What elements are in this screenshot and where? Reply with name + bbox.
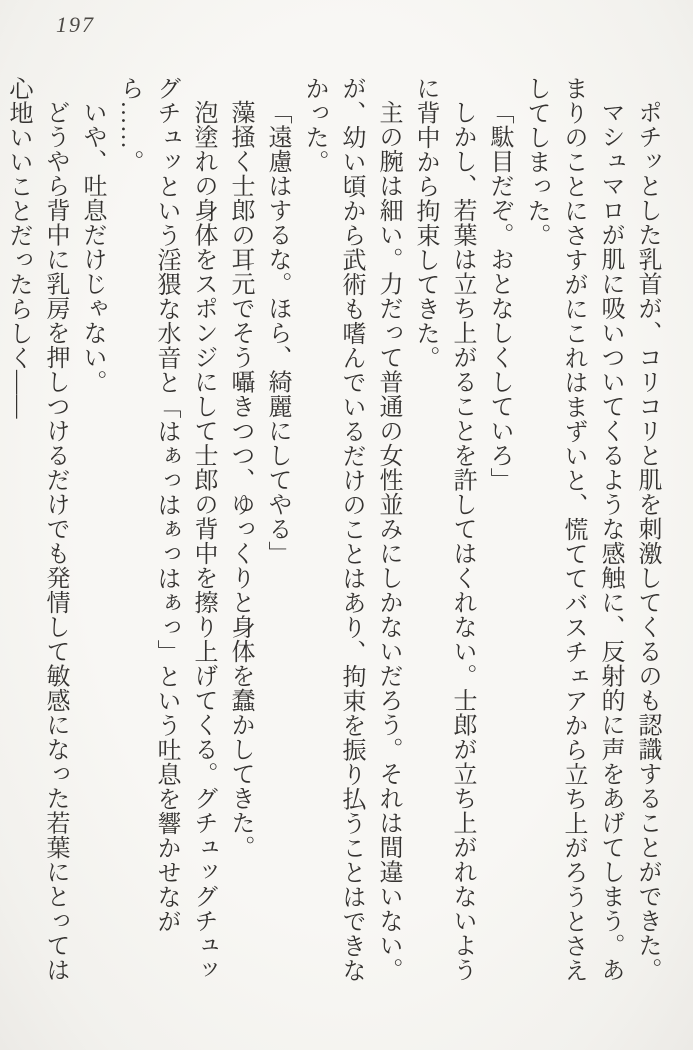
vertical-text-block bbox=[0, 76, 665, 998]
text-paragraph-3: 「駄目だぞ。おとなしくしていろ」 bbox=[486, 100, 512, 492]
text-paragraph-9: いや、吐息だけじゃない。 bbox=[79, 100, 105, 394]
text-paragraph-10: どうやら背中に乳房を押しつけるだけでも発情して敏感になった若葉にとっては心地いいことだったらしく―― bbox=[5, 76, 68, 982]
text-paragraph-1: ポチッとした乳首が、コリコリと肌を刺激してくるのも認識することができた。 bbox=[634, 100, 660, 982]
text-paragraph-7: 藻掻く士郎の耳元でそう囁きつつ、ゆっくりと身体を蠢かしてきた。 bbox=[227, 100, 253, 860]
text-paragraph-5: 主の腕は細い。力だって普通の女性並みにしかないだろう。それは間違いない。が、幼い頃から武術も嗜んでいるだけのことはあり、拘束を振り払うことはできなかった。 bbox=[301, 76, 401, 983]
text-paragraph-4: しかし、若葉は立ち上がることを許してはくれない。士郎が立ち上がれないように背中から拘束してきた。 bbox=[412, 76, 475, 982]
text-paragraph-8: 泡塗れの身体をスポンジにして士郎の背中を擦り上げてくる。グチュッグチュッグチュッという淫猥な水音と「はぁっはぁっはぁっ」という吐息を響かせながら……。 bbox=[116, 76, 216, 982]
page-number: 197 bbox=[56, 12, 95, 37]
text-paragraph-2: マシュマロが肌に吸いついてくるような感触に、反射的に声をあげてしまう。あまりのことにさすがにこれはまずいと、慌ててバスチェアから立ち上がろうとさえしてしまった。 bbox=[523, 76, 623, 983]
text-paragraph-6: 「遠慮はするな。ほら、綺麗にしてやる」 bbox=[264, 100, 290, 566]
